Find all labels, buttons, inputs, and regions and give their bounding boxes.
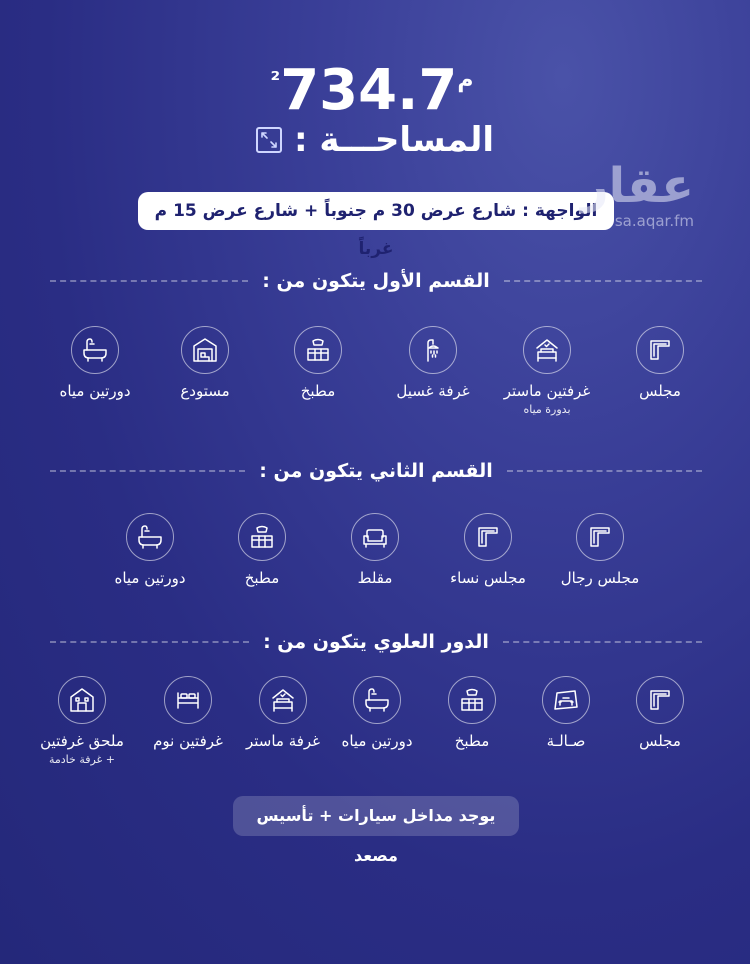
living-room-icon [542, 676, 590, 724]
kitchen-icon [448, 676, 496, 724]
expand-arrows-icon [256, 127, 282, 153]
area-number: 734.7 [280, 58, 458, 123]
room-label: دورتين مياه [114, 569, 186, 587]
room-item [94, 513, 206, 587]
watermark [574, 158, 694, 230]
room-label: مجلس رجال [560, 569, 640, 587]
room-item [132, 676, 244, 750]
area-value [0, 58, 750, 123]
room-item [604, 326, 716, 400]
room-label: مجلس نساء [450, 569, 526, 587]
room-label: مطبخ [244, 569, 280, 587]
room-item [206, 513, 318, 587]
room-label: مقلط [357, 569, 393, 587]
room-item [377, 326, 489, 400]
sofa-icon [351, 513, 399, 561]
kitchen-icon [294, 326, 342, 374]
room-label: صـالـة [546, 732, 586, 750]
majlis-icon [636, 326, 684, 374]
parking-elevator-note: يوجد مداخل سيارات + تأسيس مصعد [233, 796, 519, 836]
room-label: غرفة ماستر [245, 732, 321, 750]
room-item [491, 326, 603, 416]
room-label: دورتين مياه [59, 382, 131, 400]
divider [50, 641, 249, 643]
room-sublabel: + غرفة خادمة [48, 753, 116, 766]
area-row [0, 120, 750, 160]
watermark-logo: عقار [581, 158, 694, 214]
bed-icon [164, 676, 212, 724]
room-sublabel: بدورة مياه [523, 403, 571, 416]
section-1-header [50, 266, 702, 296]
room-item [39, 326, 151, 400]
room-label: غرفتين نوم [153, 732, 223, 750]
section-3-header [50, 627, 702, 657]
divider [50, 280, 248, 282]
room-label: مجلس [639, 382, 681, 400]
room-item [319, 513, 431, 587]
bathtub-icon [126, 513, 174, 561]
section-1-title: القسم الأول يتكون من : [262, 270, 490, 292]
master-bedroom-icon [523, 326, 571, 374]
area-label: المساحـــة : [294, 120, 494, 160]
divider [503, 641, 702, 643]
room-item [26, 676, 138, 766]
area-unit: م² [270, 68, 474, 93]
master-bedroom-icon [259, 676, 307, 724]
kitchen-icon [238, 513, 286, 561]
bathtub-icon [71, 326, 119, 374]
room-label: مطبخ [300, 382, 336, 400]
room-label: مجلس [639, 732, 681, 750]
room-item [262, 326, 374, 400]
room-label: مطبخ [454, 732, 490, 750]
bathtub-icon [353, 676, 401, 724]
room-item [544, 513, 656, 587]
room-item [149, 326, 261, 400]
facade-banner: الواجهة : شارع عرض 30 م جنوباً + شارع عرض 15 م غرباً [138, 192, 614, 230]
divider [507, 470, 702, 472]
shower-icon [409, 326, 457, 374]
annex-icon [58, 676, 106, 724]
divider [50, 470, 245, 472]
majlis-icon [576, 513, 624, 561]
room-label: ملحق غرفتين [40, 732, 124, 750]
divider [504, 280, 702, 282]
warehouse-icon [181, 326, 229, 374]
watermark-url: sa.aqar.fm [614, 212, 694, 230]
room-label: دورتين مياه [341, 732, 413, 750]
section-2-title: القسم الثاني يتكون من : [259, 460, 493, 482]
section-3-title: الدور العلوي يتكون من : [263, 631, 489, 653]
room-item [432, 513, 544, 587]
section-2-header [50, 456, 702, 486]
room-label: مستودع [180, 382, 230, 400]
room-label: غرفة غسيل [396, 382, 470, 400]
room-label: غرفتين ماستر [503, 382, 591, 400]
majlis-icon [636, 676, 684, 724]
majlis-icon [464, 513, 512, 561]
